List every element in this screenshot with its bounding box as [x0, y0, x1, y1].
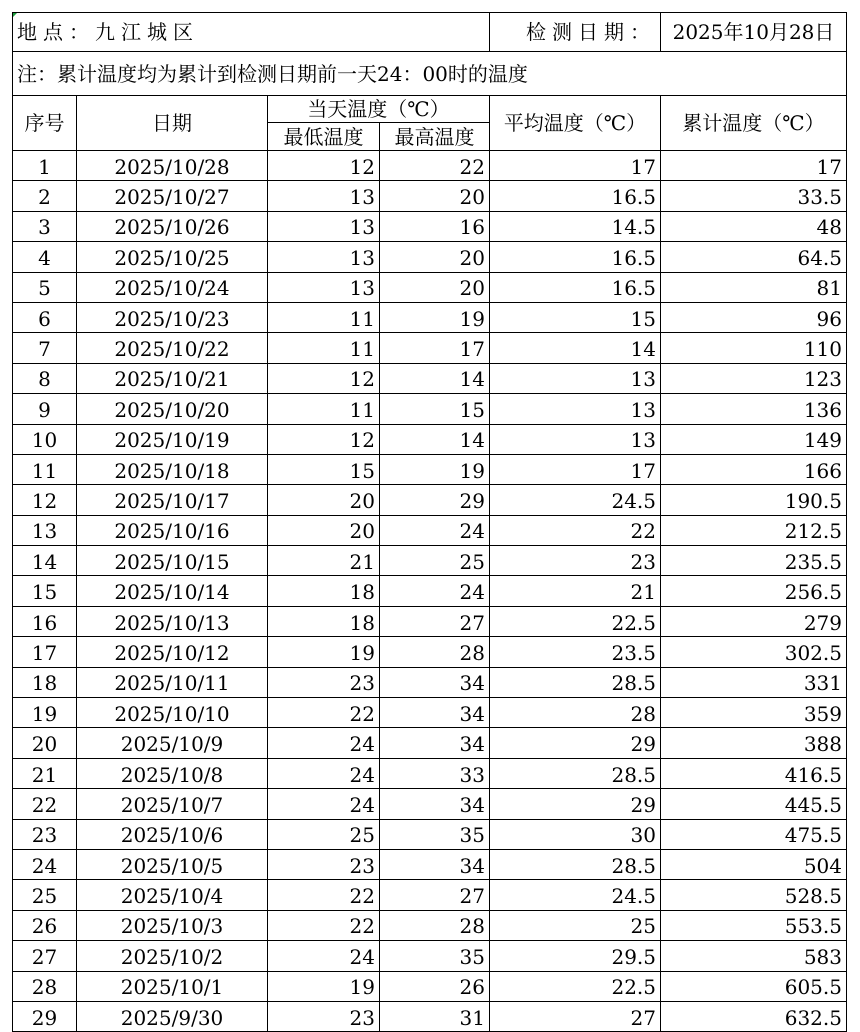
cell-index[interactable]: 2	[13, 181, 77, 211]
cell-avg-temp[interactable]: 24.5	[490, 485, 661, 515]
cell-date[interactable]: 2025/10/19	[77, 424, 268, 454]
cell-avg-temp[interactable]: 24.5	[490, 880, 661, 910]
col-header-min[interactable]: 最低温度	[268, 123, 380, 151]
table-row	[13, 394, 847, 424]
cell-index[interactable]: 13	[13, 515, 77, 545]
cell-cum-temp[interactable]: 475.5	[661, 819, 847, 849]
cell-min-temp[interactable]: 21	[268, 546, 380, 576]
cell-min-temp[interactable]: 13	[268, 272, 380, 302]
cell-cum-temp[interactable]: 583	[661, 941, 847, 971]
cell-max-temp[interactable]: 28	[380, 910, 490, 940]
cell-avg-temp[interactable]: 14.5	[490, 211, 661, 241]
table-row	[13, 151, 847, 181]
cell-index[interactable]: 26	[13, 910, 77, 940]
cell-max-temp[interactable]: 22	[380, 151, 490, 181]
cell-index[interactable]: 10	[13, 424, 77, 454]
cell-avg-temp[interactable]: 13	[490, 394, 661, 424]
cell-cum-temp[interactable]: 212.5	[661, 515, 847, 545]
cell-avg-temp[interactable]: 16.5	[490, 181, 661, 211]
cell-cum-temp[interactable]: 416.5	[661, 758, 847, 788]
cell-min-temp[interactable]: 23	[268, 667, 380, 697]
cell-max-temp[interactable]: 17	[380, 333, 490, 363]
cell-index[interactable]: 5	[13, 272, 77, 302]
cell-max-temp[interactable]: 14	[380, 424, 490, 454]
cell-min-temp[interactable]: 24	[268, 728, 380, 758]
cell-date[interactable]: 2025/10/13	[77, 606, 268, 636]
cell-index[interactable]: 25	[13, 880, 77, 910]
cell-max-temp[interactable]: 35	[380, 819, 490, 849]
cell-max-temp[interactable]: 27	[380, 606, 490, 636]
cell-avg-temp[interactable]: 30	[490, 819, 661, 849]
cell-cum-temp[interactable]: 235.5	[661, 546, 847, 576]
table-row	[13, 637, 847, 667]
cell-index[interactable]: 14	[13, 546, 77, 576]
cell-cum-temp[interactable]: 149	[661, 424, 847, 454]
cell-avg-temp[interactable]: 23	[490, 546, 661, 576]
cell-min-temp[interactable]: 11	[268, 394, 380, 424]
cell-min-temp[interactable]: 23	[268, 1001, 380, 1031]
col-header-date[interactable]: 日期	[77, 96, 268, 151]
cell-min-temp[interactable]: 12	[268, 424, 380, 454]
table-row	[13, 333, 847, 363]
cell-avg-temp[interactable]: 29.5	[490, 941, 661, 971]
cell-cum-temp[interactable]: 256.5	[661, 576, 847, 606]
cell-cum-temp[interactable]: 553.5	[661, 910, 847, 940]
cell-date[interactable]: 2025/10/1	[77, 971, 268, 1001]
cell-cum-temp[interactable]: 166	[661, 454, 847, 484]
table-row	[13, 515, 847, 545]
table-row	[13, 363, 847, 393]
cell-index[interactable]: 1	[13, 151, 77, 181]
table-row	[13, 546, 847, 576]
cell-max-temp[interactable]: 20	[380, 181, 490, 211]
cell-min-temp[interactable]: 11	[268, 333, 380, 363]
cell-avg-temp[interactable]: 23.5	[490, 637, 661, 667]
cell-avg-temp[interactable]: 22	[490, 515, 661, 545]
cell-cum-temp[interactable]: 388	[661, 728, 847, 758]
cell-min-temp[interactable]: 13	[268, 242, 380, 272]
cell-date[interactable]: 2025/10/25	[77, 242, 268, 272]
table-row	[13, 1001, 847, 1031]
cell-max-temp[interactable]: 29	[380, 485, 490, 515]
temperature-sheet	[12, 12, 847, 1032]
cell-cum-temp[interactable]: 110	[661, 333, 847, 363]
cell-date[interactable]: 2025/10/26	[77, 211, 268, 241]
cell-min-temp[interactable]: 15	[268, 454, 380, 484]
cell-index[interactable]: 17	[13, 637, 77, 667]
cell-min-temp[interactable]: 24	[268, 941, 380, 971]
cell-max-temp[interactable]: 34	[380, 849, 490, 879]
cell-max-temp[interactable]: 15	[380, 394, 490, 424]
cell-avg-temp[interactable]: 21	[490, 576, 661, 606]
table-row	[13, 849, 847, 879]
cell-max-temp[interactable]: 19	[380, 302, 490, 332]
cell-avg-temp[interactable]: 16.5	[490, 242, 661, 272]
cell-max-temp[interactable]: 28	[380, 637, 490, 667]
cell-max-temp[interactable]: 34	[380, 789, 490, 819]
cell-cum-temp[interactable]: 33.5	[661, 181, 847, 211]
date-value: 2025年10月28日	[672, 20, 835, 44]
cell-max-temp[interactable]: 19	[380, 454, 490, 484]
cell-date[interactable]: 2025/10/22	[77, 333, 268, 363]
table-row	[13, 302, 847, 332]
cell-index[interactable]: 8	[13, 363, 77, 393]
cell-min-temp[interactable]: 13	[268, 181, 380, 211]
cell-cum-temp[interactable]: 64.5	[661, 242, 847, 272]
cell-cum-temp[interactable]: 359	[661, 698, 847, 728]
table-row	[13, 941, 847, 971]
cell-min-temp[interactable]: 20	[268, 485, 380, 515]
table-row	[13, 272, 847, 302]
cell-date[interactable]: 2025/10/11	[77, 667, 268, 697]
cell-min-temp[interactable]: 20	[268, 515, 380, 545]
cell-min-temp[interactable]: 22	[268, 910, 380, 940]
date-label-cell[interactable]	[490, 13, 661, 52]
table-row	[13, 211, 847, 241]
cell-cum-temp[interactable]: 504	[661, 849, 847, 879]
cell-cum-temp[interactable]: 190.5	[661, 485, 847, 515]
cell-avg-temp[interactable]: 28.5	[490, 667, 661, 697]
cell-date[interactable]: 2025/10/18	[77, 454, 268, 484]
cell-index[interactable]: 9	[13, 394, 77, 424]
cell-index[interactable]: 23	[13, 819, 77, 849]
cell-date[interactable]: 2025/10/14	[77, 576, 268, 606]
cell-max-temp[interactable]: 20	[380, 272, 490, 302]
cell-index[interactable]: 6	[13, 302, 77, 332]
cell-max-temp[interactable]: 34	[380, 728, 490, 758]
cell-avg-temp[interactable]: 16.5	[490, 272, 661, 302]
location-value: 九江城区	[95, 20, 199, 44]
col-header-max[interactable]: 最高温度	[380, 123, 490, 151]
cell-avg-temp[interactable]: 13	[490, 424, 661, 454]
cell-max-temp[interactable]: 24	[380, 515, 490, 545]
cell-index[interactable]: 16	[13, 606, 77, 636]
table-row	[13, 758, 847, 788]
cell-avg-temp[interactable]: 27	[490, 1001, 661, 1031]
cell-avg-temp[interactable]: 28	[490, 698, 661, 728]
cell-date[interactable]: 2025/10/16	[77, 515, 268, 545]
cell-date[interactable]: 2025/10/9	[77, 728, 268, 758]
cell-cum-temp[interactable]: 445.5	[661, 789, 847, 819]
cell-index[interactable]: 15	[13, 576, 77, 606]
col-header-index[interactable]: 序号	[13, 96, 77, 151]
cell-max-temp[interactable]: 34	[380, 698, 490, 728]
cell-date[interactable]: 2025/10/12	[77, 637, 268, 667]
cell-date[interactable]: 2025/10/2	[77, 941, 268, 971]
cell-max-temp[interactable]: 31	[380, 1001, 490, 1031]
location-label: 地点：	[17, 20, 95, 44]
table-row	[13, 424, 847, 454]
table-row	[13, 910, 847, 940]
cell-avg-temp[interactable]: 17	[490, 454, 661, 484]
table-row	[13, 880, 847, 910]
cell-index[interactable]: 21	[13, 758, 77, 788]
cell-avg-temp[interactable]: 25	[490, 910, 661, 940]
cell-date[interactable]: 2025/10/4	[77, 880, 268, 910]
table-row	[13, 789, 847, 819]
cell-min-temp[interactable]: 23	[268, 849, 380, 879]
table-row	[13, 698, 847, 728]
cell-date[interactable]: 2025/10/17	[77, 485, 268, 515]
cell-date[interactable]: 2025/10/15	[77, 546, 268, 576]
cell-min-temp[interactable]: 24	[268, 758, 380, 788]
cell-avg-temp[interactable]: 28.5	[490, 849, 661, 879]
cell-index[interactable]: 7	[13, 333, 77, 363]
cell-avg-temp[interactable]: 13	[490, 363, 661, 393]
table-row	[13, 971, 847, 1001]
date-value-cell[interactable]	[661, 13, 847, 52]
cell-index[interactable]: 18	[13, 667, 77, 697]
cell-date[interactable]: 2025/10/10	[77, 698, 268, 728]
cell-max-temp[interactable]: 34	[380, 667, 490, 697]
cell-max-temp[interactable]: 25	[380, 546, 490, 576]
cell-date[interactable]: 2025/10/24	[77, 272, 268, 302]
cell-avg-temp[interactable]: 14	[490, 333, 661, 363]
cell-cum-temp[interactable]: 17	[661, 151, 847, 181]
cell-index[interactable]: 19	[13, 698, 77, 728]
cell-min-temp[interactable]: 19	[268, 971, 380, 1001]
cell-cum-temp[interactable]: 331	[661, 667, 847, 697]
cell-min-temp[interactable]: 12	[268, 151, 380, 181]
cell-date[interactable]: 2025/9/30	[77, 1001, 268, 1031]
cell-cum-temp[interactable]: 632.5	[661, 1001, 847, 1031]
cell-index[interactable]: 27	[13, 941, 77, 971]
cell-index[interactable]: 24	[13, 849, 77, 879]
cell-date[interactable]: 2025/10/21	[77, 363, 268, 393]
cell-min-temp[interactable]: 22	[268, 698, 380, 728]
col-header-cum[interactable]: 累计温度（℃）	[661, 96, 847, 151]
cell-cum-temp[interactable]: 136	[661, 394, 847, 424]
col-header-day-temp[interactable]: 当天温度（℃）	[268, 96, 490, 123]
cell-cum-temp[interactable]: 81	[661, 272, 847, 302]
cell-cum-temp[interactable]: 96	[661, 302, 847, 332]
cell-avg-temp[interactable]: 29	[490, 789, 661, 819]
cell-max-temp[interactable]: 35	[380, 941, 490, 971]
table-row	[13, 667, 847, 697]
cell-min-temp[interactable]: 25	[268, 819, 380, 849]
cell-avg-temp[interactable]: 15	[490, 302, 661, 332]
cell-index[interactable]: 3	[13, 211, 77, 241]
cell-avg-temp[interactable]: 22.5	[490, 971, 661, 1001]
header-row	[13, 13, 847, 52]
table-row	[13, 454, 847, 484]
cell-cum-temp[interactable]: 123	[661, 363, 847, 393]
cell-avg-temp[interactable]: 17	[490, 151, 661, 181]
table-row	[13, 728, 847, 758]
cell-avg-temp[interactable]: 29	[490, 728, 661, 758]
cell-cum-temp[interactable]: 605.5	[661, 971, 847, 1001]
cell-max-temp[interactable]: 20	[380, 242, 490, 272]
cell-index[interactable]: 11	[13, 454, 77, 484]
cell-max-temp[interactable]: 24	[380, 576, 490, 606]
table-row	[13, 242, 847, 272]
cell-min-temp[interactable]: 11	[268, 302, 380, 332]
cell-min-temp[interactable]: 12	[268, 363, 380, 393]
table-row	[13, 181, 847, 211]
column-header-row-1	[13, 96, 847, 123]
cell-date[interactable]: 2025/10/28	[77, 151, 268, 181]
table-row	[13, 576, 847, 606]
cell-max-temp[interactable]: 16	[380, 211, 490, 241]
table-row	[13, 819, 847, 849]
cell-index[interactable]: 22	[13, 789, 77, 819]
cell-date[interactable]: 2025/10/3	[77, 910, 268, 940]
cell-cum-temp[interactable]: 48	[661, 211, 847, 241]
cell-index[interactable]: 28	[13, 971, 77, 1001]
cell-index[interactable]: 12	[13, 485, 77, 515]
note-row	[13, 52, 847, 96]
location-cell[interactable]	[13, 13, 490, 52]
cell-min-temp[interactable]: 22	[268, 880, 380, 910]
cell-cum-temp[interactable]: 279	[661, 606, 847, 636]
cell-min-temp[interactable]: 24	[268, 789, 380, 819]
cell-index[interactable]: 20	[13, 728, 77, 758]
cell-date[interactable]: 2025/10/5	[77, 849, 268, 879]
col-header-avg[interactable]: 平均温度（℃）	[490, 96, 661, 151]
cell-date[interactable]: 2025/10/8	[77, 758, 268, 788]
cell-date[interactable]: 2025/10/27	[77, 181, 268, 211]
cell-index[interactable]: 4	[13, 242, 77, 272]
cell-date[interactable]: 2025/10/7	[77, 789, 268, 819]
cell-min-temp[interactable]: 13	[268, 211, 380, 241]
cell-max-temp[interactable]: 33	[380, 758, 490, 788]
cell-avg-temp[interactable]: 22.5	[490, 606, 661, 636]
cell-min-temp[interactable]: 18	[268, 576, 380, 606]
cell-cum-temp[interactable]: 302.5	[661, 637, 847, 667]
cell-date[interactable]: 2025/10/23	[77, 302, 268, 332]
cell-date[interactable]: 2025/10/6	[77, 819, 268, 849]
date-label: 检测日期：	[526, 20, 656, 44]
cell-min-temp[interactable]: 19	[268, 637, 380, 667]
cell-cum-temp[interactable]: 528.5	[661, 880, 847, 910]
table-row	[13, 606, 847, 636]
cell-min-temp[interactable]: 18	[268, 606, 380, 636]
cell-index[interactable]: 29	[13, 1001, 77, 1031]
cell-max-temp[interactable]: 26	[380, 971, 490, 1001]
cell-max-temp[interactable]: 27	[380, 880, 490, 910]
table-row	[13, 485, 847, 515]
note-cell[interactable]: 注：累计温度均为累计到检测日期前一天24：00时的温度	[13, 52, 847, 96]
cell-avg-temp[interactable]: 28.5	[490, 758, 661, 788]
cell-date[interactable]: 2025/10/20	[77, 394, 268, 424]
cell-max-temp[interactable]: 14	[380, 363, 490, 393]
